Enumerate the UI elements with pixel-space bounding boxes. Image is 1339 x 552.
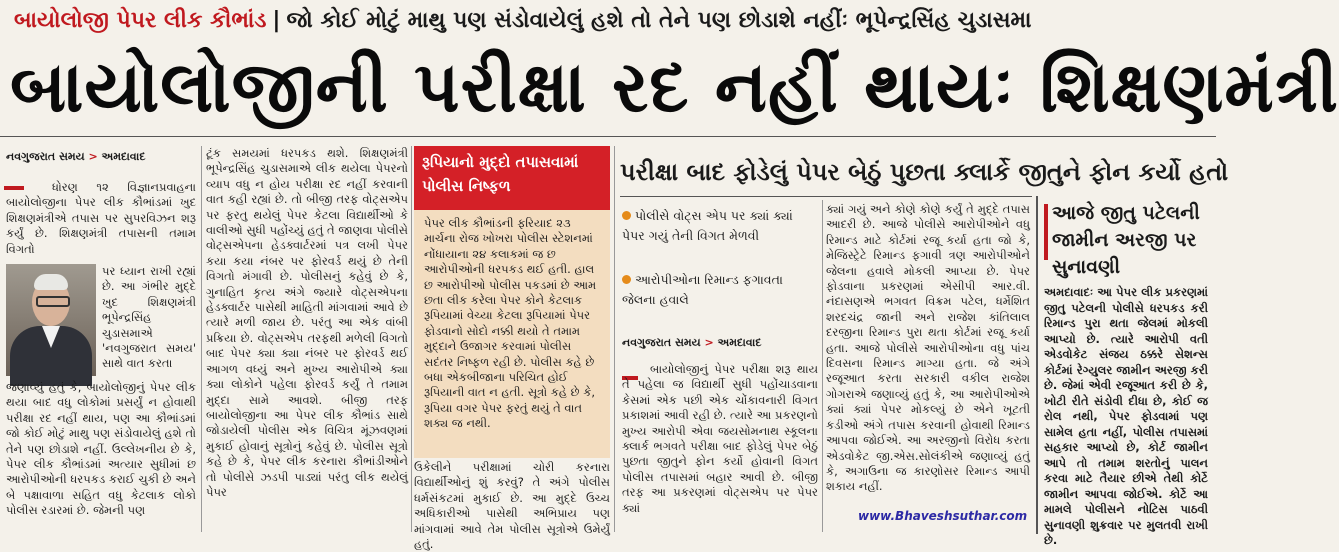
sidebar-accent-bar — [1044, 204, 1048, 260]
byline-source: નવગુજરાત સમય — [622, 336, 701, 349]
kicker-label: બાયોલોજી પેપર લીક કૌભાંડ — [14, 8, 267, 33]
bullet-item — [622, 206, 814, 266]
kicker-separator: | — [272, 8, 281, 33]
bullet-dot-icon — [622, 211, 631, 220]
kicker-line — [14, 6, 1210, 36]
box-footer-text: ઉકેલીને પરીક્ષામાં ચોરી કરનારા વિદ્યાર્થીઓનું શું કરવું? તે અંગે પોલીસ ધર્મસંકટમાં મુકાઈ છે. આ મુદ્દે ઉચ્ચ અધિકારીઓ પાસેથી અભિપ્રાય પણ માંગવામાં આવે તેમ પોલીસ સૂત્રોએ ઉમેર્યું હતું. — [414, 460, 610, 552]
story2-headline: પરીક્ષા બાદ ફોડેલું પેપર બેઠું પુછતા ક્લાર્કે જીતુને ફોન કર્યો હતો — [620, 158, 1229, 186]
byline-city: અમદાવાદ — [101, 150, 146, 163]
byline-source: નવગુજરાત સમય — [6, 150, 85, 163]
main-headline: બાયોલોજીની પરીક્ષા રદ નહીં થાયઃ શિક્ષણમંત્રી — [10, 46, 1339, 128]
sidebar-text: અમદાવાદઃ આ પેપર લીક પ્રકરણમાં જીતુ પટેલની પોલીસે ધરપકડ કરી રિમાન્ડ પુરા થતા જેલમાં મોકલી આપ્યો છે. ત્યારે આરોપી વતી એડવોકેટ સંજય ઠક્કરે સેશન્સ કોર્ટમાં રેગ્યુલર જામીન અરજી કરી છે. જેમાં એવી રજૂઆત કરી છે કે, ખોટી રીતે સંડોવી દીધા છે, કોઈ જ રોલ નથી, પેપર ફોડવામાં પણ સામેલ હતા નહીં, પોલીસ તપાસમાં સહકાર આપ્યો છે, કોર્ટ જામીન આપે તો તમામ શરતોનું પાલન કરવા માટે તૈયાર છીએ તેથી કોર્ટે જામીન આપવા જોઈએ. કોર્ટે આ મામલે પોલીસને નોટિસ પાઠવી સુનાવણી શુક્રવાર પર મુલતવી રાખી છે. — [1044, 285, 1208, 547]
story2-text-right: ક્યાં ગયું અને કોણે કોણે કર્યું તે મુદ્દે તપાસ આદરી છે. આજે પોલીસે આરોપીઓને વધુ રિમાન્ડ માટે કોર્ટમાં રજૂ કર્યા હતા જો કે, મેજિસ્ટ્રેટે રિમાન્ડ ફગાવી ત્રણ આરોપીઓને જેલના હવાલે મોકલી આપ્યા છે. પેપર ફોડવાના પ્રકરણમાં એસીપી આર.વી. નંદાસણએ ભગવત વિક્રમ પટેલ, ધર્મેશિત શરદચંદ્ર જાની અને રાજેશ કાંતિલાલ દરજીના રિમાન્ડ પુરા થતા કોર્ટમાં રજૂ કર્યા હતા. આજે પોલીસે આરોપીઓના વધુ પાંચ દિવસના રિમાન્ડ માગ્યા હતા. જે અંગે રજૂઆત કરતા સરકારી વકીલ રાજેશ ગોગરાએ જણાવ્યું હતું કે, આ આરોપીઓએ ક્યાં ક્યાં પેપર મોકલ્યું છે એને ખૂટતી કડીઓ અંગે તપાસ કરવાની હોવાથી રિમાન્ડ આપવા જોઈએ. આ અરજીનો વિરોધ કરતા એડવોકેટ જી.એસ.સોલંકીએ જણાવ્યું હતું કે, અગાઉના જ કારણોસર રિમાન્ડ આપી શકાય નહીં. — [826, 202, 1030, 494]
col1-text-side: પર ધ્યાન રાખી રહ્યાં છે. આ ગંભીર મુદ્દે ખુદ શિક્ષણમંત્રી ભૂપેન્દ્રસિંહ ચુડાસમાએ 'નવગુજરાત સમય' સાથે વાત કરતા — [102, 264, 196, 371]
bullet-text: આરોપીઓના રિમાન્ડ ફગાવતા જેલના હવાલે — [622, 272, 783, 307]
kicker-quote: જો કોઈ મોટું માથુ પણ સંડોવાયેલું હશે તો તેને પણ છોડાશે નહીંઃ ભૂપેન્દ્રસિંહ ચુડાસમા — [286, 8, 1032, 33]
story2-text-left: બાયોલોજીનું પેપર પરીક્ષા શરૂ થાય તે પહેલા જ વિદ્યાર્થી સુધી પહોંચાડવાના કેસમાં એક પછી એક ચોંકાવનારી વિગત પ્રકાશમાં આવી રહી છે. ત્યારે આ પ્રકરણનો મુખ્ય આરોપી એવા જયસોમનાથ સ્કૂલના ક્લાર્ક ભગવતે પરીક્ષા બાદ ફોડેલું પેપર બેઠું પુછતા જીતુને ફોન કર્યો હોવાની વિગત પોલીસ તપાસમાં બહાર આવી છે. બીજી તરફ આ પ્રકરણમાં વોટ્સએપ પર પેપર ક્યાં — [622, 362, 818, 515]
headline-rule — [0, 136, 1216, 137]
box-body — [414, 210, 610, 458]
watermark: www.Bhaveshsuthar.com — [858, 509, 1028, 523]
column-rule-1 — [201, 146, 202, 532]
col1-text-top: ધોરણ ૧૨ વિજ્ઞાનપ્રવાહના બાયોલોજીના પેપર લીક કૌભાંડમાં ખુદ શિક્ષણમંત્રીએ તપાસ પર સુપરવિઝન શરૂ કર્યું છે. શિક્ષણમંત્રી તપાસની તમામ વિગતો — [6, 180, 196, 256]
story2-rule — [620, 196, 1032, 197]
story2-byline — [622, 336, 762, 350]
col2-text: ટૂંક સમયમાં ધરપકડ થશે. શિક્ષણમંત્રી ભૂપેન્દ્રસિંહ ચુડાસમાએ લીક થયેલા પેપરનો વ્યાપ વધુ ન હોય પરીક્ષા રદ નહીં કરવાની વાત કહી રહ્યાં છે. તો બીજી તરફ વોટ્સએપ પર ફરતુ થયેલું પેપર કેટલા વિદ્યાર્થીઓ કે વાલીઓ સુધી પહોંચ્યું હતું તે જાણવા પોલીસે વોટ્સએપના હેડક્વાર્ટરમાં પત્ર લખી પેપર કયા કયા નંબર પર ફોરવર્ડ થયું છે તેની વિગતો મંગાવી છે. પોલીસનું કહેવું છે કે, ગુનાહિત કૃત્ય અંગે જ્યારે વોટ્સએપના હેડક્વાર્ટર પાસેથી માહિતી માંગવામાં આવે છે ત્યારે મળી જાય છે. પરંતુ આ એક વાંબી પ્રક્રિયા છે. વોટ્સએપ તરફથી મળેલી વિગતો બાદ પેપર ક્યા ક્યા નંબર પર ફોરવર્ડ થઈ આગળ વધ્યું અને મુખ્ય આરોપીએ ક્યા ક્યા લોકોને પહેલા ફોરવર્ડ કર્યું તે તમામ મુદ્દા સામે આવશે. બીજી તરફ બાયોલોજીના આ પેપર લીક કૌભાંડ સાથે જોડાયેલી પોલીસ એક વિચિત્ર મૂંઝવણમાં મુકાઈ હોવાનું સૂત્રોનું કહેવું છે. પોલીસ સૂત્રો કહે છે કે, પેપર લીક કરનારા કૌભાંડીઓને તો પોલીસે ઝડપી પાડ્યાં પરંતુ લીક થયેલું પેપર — [206, 146, 408, 499]
byline-arrow-icon: > — [704, 336, 714, 349]
box-title: રૂપિયાનો મુદ્દો તપાસવામાં પોલીસ નિષ્ફળ — [422, 153, 579, 195]
sidebar-title: આજે જીતુ પટેલની જામીન અરજી પર સુનાવણી — [1052, 202, 1200, 278]
column-rule-4 — [822, 200, 823, 532]
byline-city: અમદાવાદ — [717, 336, 762, 349]
column-rule-2 — [411, 146, 412, 532]
column-rule-3 — [614, 146, 615, 532]
box-title-banner — [414, 146, 610, 210]
box-text: પેપર લીક કૌભાંડની ફરિયાદ ૨૩ માર્ચના રોજ ખોખરા પોલીસ સ્ટેશનમાં નોંધાયાના ૨૪ કલાકમાં જ છ આરોપીઓની ધરપકડ થઈ હતી. હાલ છ આરોપીઓ પોલીસ પકડમાં છે આમ છતા લીક કરેલા પેપર કોને કેટલાક રૂપિયામાં વેચ્યા કેટલા રૂપિયામાં પેપર ફોડવાનો સોદો નક્કી થયો તે તમામ મુદ્દાને ઉજાગર કરવામાં પોલીસ સદંતર નિષ્ફળ રહી છે. પોલીસ કહે છે બધા એકબીજાના પરિચિત હોઈ રૂપિયાની વાત ન હતી. સૂત્રો કહે છે કે, રૂપિયા વગર પેપર ફરતું થયું તે વાત શક્ય જ નથી. — [424, 216, 597, 431]
col1-text-bottom: જણાવ્યું હતું કે, બાયોલોજીનું પેપર લીક થયા બાદ વધુ લોકોમાં પ્રસર્યું ન હોવાથી પરીક્ષા રદ નહીં થાય, પણ આ કૌભાંડમાં જો કોઈ મોટું માથુ પણ સંડોવાયેલું હશે તો તેને પણ છોડાશે નહીં. ઉલ્લેખનીય છે કે, પેપર લીક કૌભાંડમાં અત્યાર સુધીમાં છ આરોપીઓની ધરપકડ કરાઈ ચુકી છે અને બે પક્ષાવાળા સહિત વધુ કેટલાક લોકો પોલીસ રડારમાં છે. જેમની પણ — [6, 380, 196, 518]
col1-byline — [6, 150, 146, 164]
bullet-dot-icon — [622, 275, 631, 284]
bullet-item — [622, 270, 814, 312]
bullet-text: પોલીસે વોટ્સ એપ પર ક્યાં ક્યાં પેપર ગયું તેની વિગત મેળવી — [622, 208, 793, 243]
byline-arrow-icon: > — [88, 150, 98, 163]
minister-portrait — [6, 264, 96, 376]
sidebar-story — [1036, 196, 1214, 547]
